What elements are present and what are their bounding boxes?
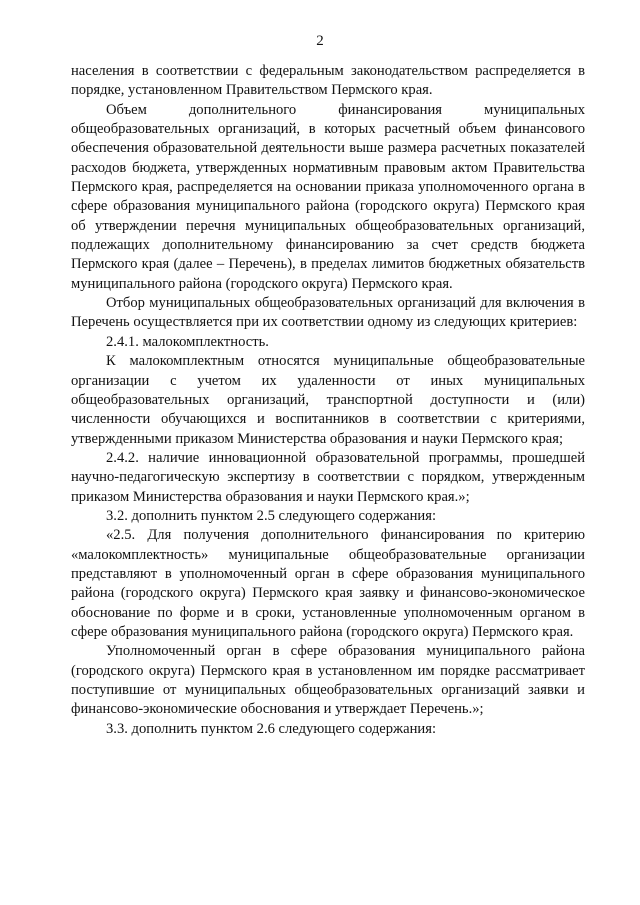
paragraph: 2.4.2. наличие инновационной образовательной программы, прошедшей научно-педагогическую экспертизу в соответствии с порядком, утвержденным приказом Министерства образования и науки Пермского края.»;	[71, 449, 585, 505]
page-number: 2	[316, 33, 324, 49]
paragraph: Отбор муниципальных общеобразовательных организаций для включения в Перечень осуществляется при их соответствии одному из следующих критериев:	[71, 295, 585, 331]
paragraph: Объем дополнительного финансирования муниципальных общеобразовательных организаций, в которых расчетный объем финансового обеспечения образовательной деятельности выше размера расчетных показателей расходов бюджета, утвержденных нормативным правовым актом Правительства Пермского края, распределяется на основании приказа уполномоченного органа в сфере образования муниципального района (городского округа) Пермского края об утверждении перечня муниципальных общеобразовательных организаций, подлежащих дополнительному финансированию за счет средств бюджета Пермского края (далее – Перечень), в пределах лимитов бюджетных обязательств муниципального района (городского округа) Пермского края.	[71, 101, 585, 292]
document-body	[71, 62, 585, 739]
paragraph: 2.4.1. малокомплектность.	[106, 333, 269, 350]
paragraph: 3.3. дополнить пунктом 2.6 следующего содержания:	[106, 720, 437, 737]
paragraph: К малокомплектным относятся муниципальные общеобразовательные организации с учетом их удаленности от иных муниципальных общеобразовательных организаций, транспортной доступности и (или) численности обучающихся и воспитанников в соответствии с критериями, утвержденными приказом Министерства образования и науки Пермского края;	[71, 353, 585, 447]
paragraph: населения в соответствии с федеральным законодательством распределяется в порядке, установленном Правительством Пермского края.	[71, 63, 585, 99]
paragraph: «2.5. Для получения дополнительного финансирования по критерию «малокомплектность» муниципальные общеобразовательные организации представляют в уполномоченный орган в сфере образования муниципального района (городского округа) Пермского края заявку и финансово-экономическое обоснование по форме и в сроки, установленные уполномоченным органом в сфере образования муниципального района (городского округа) Пермского края.	[71, 527, 585, 640]
paragraph: Уполномоченный орган в сфере образования муниципального района (городского округа) Пермского края в установленном им порядке рассматривает поступившие от муниципальных общеобразовательных организаций заявки и финансово-экономические обоснования и утверждает Перечень.»;	[71, 643, 585, 718]
paragraph: 3.2. дополнить пунктом 2.5 следующего содержания:	[106, 507, 437, 524]
